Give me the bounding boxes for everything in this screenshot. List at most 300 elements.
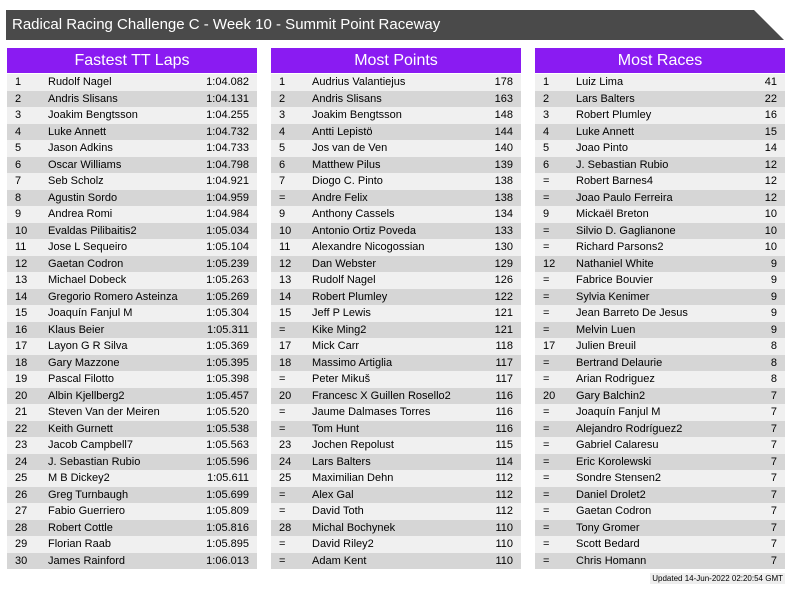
driver-name-cell: Sylvia Kenimer bbox=[576, 290, 650, 303]
driver-name-cell: Scott Bedard bbox=[576, 538, 640, 550]
rank-cell: 9 bbox=[15, 208, 22, 220]
rank-cell: 12 bbox=[279, 257, 292, 270]
table-row bbox=[535, 74, 785, 91]
rank-cell: 15 bbox=[15, 307, 28, 319]
table-row bbox=[7, 190, 257, 207]
panel-title: Most Points bbox=[271, 48, 521, 73]
driver-name-cell: Seb Scholz bbox=[48, 175, 104, 187]
value-cell: 8 bbox=[770, 356, 777, 369]
table-row bbox=[271, 322, 521, 339]
value-cell: 9 bbox=[770, 290, 777, 303]
value-cell: 129 bbox=[494, 257, 513, 270]
rank-cell: = bbox=[279, 406, 286, 418]
table-row bbox=[7, 124, 257, 141]
value-cell: 22 bbox=[764, 92, 777, 105]
driver-name-cell: Oscar Williams bbox=[48, 158, 122, 171]
table-row bbox=[271, 173, 521, 190]
table-row bbox=[535, 157, 785, 174]
driver-name-cell: Joaquín Fanjul M bbox=[48, 307, 133, 319]
table-row bbox=[7, 355, 257, 372]
driver-name-cell: Jose L Sequeiro bbox=[48, 241, 128, 253]
value-cell: 14 bbox=[764, 142, 777, 154]
table-row bbox=[535, 256, 785, 273]
rank-cell: 6 bbox=[279, 158, 286, 171]
driver-name-cell: Pascal Filotto bbox=[48, 373, 115, 385]
value-cell: 1:05.395 bbox=[206, 356, 249, 369]
value-cell: 115 bbox=[495, 439, 513, 451]
value-cell: 139 bbox=[494, 158, 513, 171]
driver-name-cell: Arian Rodriguez bbox=[576, 373, 655, 385]
table-row bbox=[271, 553, 521, 570]
driver-name-cell: M B Dickey2 bbox=[48, 472, 110, 484]
driver-name-cell: Adam Kent bbox=[312, 554, 367, 567]
driver-name-cell: Eric Korolewski bbox=[576, 455, 652, 468]
table-row bbox=[271, 157, 521, 174]
driver-name-cell: Robert Barnes4 bbox=[576, 175, 654, 187]
driver-name-cell: Klaus Beier bbox=[48, 323, 105, 336]
table-row bbox=[7, 223, 257, 240]
table-row bbox=[271, 503, 521, 520]
table-row bbox=[7, 206, 257, 223]
driver-name-cell: Alex Gal bbox=[312, 488, 354, 501]
value-cell: 7 bbox=[770, 538, 777, 550]
value-cell: 1:05.563 bbox=[206, 439, 249, 451]
driver-name-cell: Andrea Romi bbox=[48, 208, 113, 220]
table-row bbox=[7, 470, 257, 487]
value-cell: 138 bbox=[494, 175, 513, 187]
rank-cell: = bbox=[543, 373, 550, 385]
rank-cell: = bbox=[543, 356, 550, 369]
value-cell: 10 bbox=[764, 208, 777, 220]
rank-cell: 2 bbox=[279, 92, 286, 105]
table-row bbox=[271, 74, 521, 91]
table-row bbox=[7, 421, 257, 438]
value-cell: 1:05.304 bbox=[206, 307, 249, 319]
table-row bbox=[535, 140, 785, 157]
driver-name-cell: Joakim Bengtsson bbox=[48, 109, 138, 121]
value-cell: 12 bbox=[764, 191, 777, 204]
table-row bbox=[535, 239, 785, 256]
value-cell: 1:05.457 bbox=[206, 389, 249, 402]
updated-timestamp: Updated 14-Jun-2022 02:20:54 GMT bbox=[652, 574, 783, 583]
table-row bbox=[535, 190, 785, 207]
table-row bbox=[7, 239, 257, 256]
table-row bbox=[535, 355, 785, 372]
rank-cell: = bbox=[543, 505, 550, 517]
value-cell: 8 bbox=[770, 373, 777, 385]
table-row bbox=[535, 520, 785, 537]
rank-cell: = bbox=[279, 373, 286, 385]
leaderboard-rows bbox=[535, 74, 785, 569]
driver-name-cell: Jochen Repolust bbox=[312, 439, 394, 451]
driver-name-cell: Tony Gromer bbox=[576, 521, 640, 534]
driver-name-cell: Jaume Dalmases Torres bbox=[312, 406, 431, 418]
value-cell: 1:05.809 bbox=[206, 505, 249, 517]
value-cell: 138 bbox=[494, 191, 513, 204]
value-cell: 1:04.798 bbox=[206, 158, 249, 171]
table-row bbox=[535, 454, 785, 471]
driver-name-cell: Gary Balchin2 bbox=[576, 389, 646, 402]
driver-name-cell: Robert Plumley bbox=[576, 109, 652, 121]
rank-cell: 5 bbox=[543, 142, 550, 154]
table-row bbox=[7, 553, 257, 570]
driver-name-cell: David Toth bbox=[312, 505, 364, 517]
driver-name-cell: Francesc X Guillen Rosello2 bbox=[312, 389, 451, 402]
table-row bbox=[535, 470, 785, 487]
value-cell: 1:05.611 bbox=[206, 472, 249, 484]
value-cell: 7 bbox=[770, 554, 777, 567]
driver-name-cell: Luke Annett bbox=[576, 125, 635, 138]
value-cell: 148 bbox=[494, 109, 513, 121]
driver-name-cell: J. Sebastian Rubio bbox=[48, 455, 141, 468]
table-row bbox=[7, 338, 257, 355]
value-cell: 7 bbox=[770, 521, 777, 534]
value-cell: 1:05.269 bbox=[206, 290, 249, 303]
table-row bbox=[535, 338, 785, 355]
value-cell: 112 bbox=[495, 505, 513, 517]
table-row bbox=[7, 289, 257, 306]
rank-cell: 26 bbox=[15, 488, 28, 501]
rank-cell: 30 bbox=[15, 554, 28, 567]
value-cell: 1:05.369 bbox=[206, 340, 249, 352]
rank-cell: 5 bbox=[279, 142, 286, 154]
rank-cell: = bbox=[543, 422, 550, 435]
driver-name-cell: Rudolf Nagel bbox=[48, 76, 112, 88]
table-row bbox=[7, 305, 257, 322]
driver-name-cell: Diogo C. Pinto bbox=[312, 175, 383, 187]
driver-name-cell: Jean Barreto De Jesus bbox=[576, 307, 688, 319]
rank-cell: 24 bbox=[279, 455, 292, 468]
table-row bbox=[271, 223, 521, 240]
rank-cell: = bbox=[543, 521, 550, 534]
rank-cell: = bbox=[543, 439, 550, 451]
driver-name-cell: Richard Parsons2 bbox=[576, 241, 664, 253]
table-row bbox=[535, 536, 785, 553]
value-cell: 178 bbox=[494, 76, 513, 88]
driver-name-cell: Luke Annett bbox=[48, 125, 107, 138]
table-row bbox=[7, 272, 257, 289]
table-row bbox=[271, 371, 521, 388]
driver-name-cell: Julien Breuil bbox=[576, 340, 636, 352]
driver-name-cell: Melvin Luen bbox=[576, 323, 636, 336]
rank-cell: 1 bbox=[543, 76, 550, 88]
rank-cell: 17 bbox=[15, 340, 28, 352]
value-cell: 1:05.311 bbox=[206, 323, 249, 336]
table-row bbox=[271, 256, 521, 273]
driver-name-cell: Antonio Ortiz Poveda bbox=[312, 224, 416, 237]
table-row bbox=[7, 503, 257, 520]
value-cell: 1:04.921 bbox=[206, 175, 249, 187]
driver-name-cell: Mickaël Breton bbox=[576, 208, 649, 220]
rank-cell: = bbox=[543, 274, 550, 286]
value-cell: 112 bbox=[495, 488, 513, 501]
rank-cell: = bbox=[543, 224, 550, 237]
table-row bbox=[271, 124, 521, 141]
value-cell: 7 bbox=[770, 389, 777, 402]
rank-cell: 2 bbox=[543, 92, 550, 105]
driver-name-cell: Michal Bochynek bbox=[312, 521, 396, 534]
leaderboard-most-races bbox=[535, 48, 785, 569]
rank-cell: 5 bbox=[15, 142, 22, 154]
driver-name-cell: Alexandre Nicogossian bbox=[312, 241, 425, 253]
value-cell: 1:05.816 bbox=[206, 521, 249, 534]
table-row bbox=[535, 322, 785, 339]
value-cell: 114 bbox=[495, 455, 513, 468]
driver-name-cell: David Riley2 bbox=[312, 538, 374, 550]
driver-name-cell: Rudolf Nagel bbox=[312, 274, 376, 286]
value-cell: 10 bbox=[764, 241, 777, 253]
driver-name-cell: Daniel Drolet2 bbox=[576, 488, 646, 501]
table-row bbox=[271, 305, 521, 322]
rank-cell: 7 bbox=[279, 175, 286, 187]
value-cell: 1:05.699 bbox=[206, 488, 249, 501]
value-cell: 122 bbox=[494, 290, 513, 303]
value-cell: 163 bbox=[494, 92, 513, 105]
rank-cell: 8 bbox=[15, 191, 22, 204]
rank-cell: 24 bbox=[15, 455, 28, 468]
rank-cell: = bbox=[543, 175, 550, 187]
driver-name-cell: Jason Adkins bbox=[48, 142, 113, 154]
rank-cell: = bbox=[279, 488, 286, 501]
value-cell: 1:04.959 bbox=[206, 191, 249, 204]
driver-name-cell: Kike Ming2 bbox=[312, 323, 367, 336]
table-row bbox=[271, 107, 521, 124]
table-row bbox=[7, 487, 257, 504]
value-cell: 1:06.013 bbox=[206, 554, 249, 567]
driver-name-cell: Andris Slisans bbox=[312, 92, 382, 105]
driver-name-cell: Silvio D. Gaglianone bbox=[576, 224, 676, 237]
driver-name-cell: Peter Mikuš bbox=[312, 373, 371, 385]
driver-name-cell: Matthew Pilus bbox=[312, 158, 381, 171]
value-cell: 16 bbox=[764, 109, 777, 121]
rank-cell: 4 bbox=[543, 125, 550, 138]
table-row bbox=[271, 520, 521, 537]
value-cell: 117 bbox=[495, 373, 513, 385]
value-cell: 9 bbox=[770, 257, 777, 270]
table-row bbox=[7, 520, 257, 537]
rank-cell: = bbox=[543, 191, 550, 204]
rank-cell: = bbox=[279, 191, 286, 204]
table-row bbox=[271, 536, 521, 553]
rank-cell: 13 bbox=[279, 274, 292, 286]
value-cell: 118 bbox=[495, 340, 513, 352]
driver-name-cell: Joaquín Fanjul M bbox=[576, 406, 661, 418]
table-row bbox=[7, 91, 257, 108]
table-row bbox=[7, 256, 257, 273]
table-row bbox=[271, 388, 521, 405]
driver-name-cell: Steven Van der Meiren bbox=[48, 406, 160, 418]
table-row bbox=[535, 173, 785, 190]
table-row bbox=[271, 190, 521, 207]
driver-name-cell: Greg Turnbaugh bbox=[48, 488, 129, 501]
page-title: Radical Racing Challenge C - Week 10 - Summit Point Raceway bbox=[12, 16, 441, 33]
value-cell: 133 bbox=[494, 224, 513, 237]
panel-title: Fastest TT Laps bbox=[7, 48, 257, 73]
table-row bbox=[7, 157, 257, 174]
rank-cell: 28 bbox=[279, 521, 292, 534]
value-cell: 110 bbox=[495, 554, 513, 567]
rank-cell: 20 bbox=[15, 389, 28, 402]
value-cell: 112 bbox=[495, 472, 513, 484]
rank-cell: 10 bbox=[15, 224, 28, 237]
driver-name-cell: Layon G R Silva bbox=[48, 340, 128, 352]
rank-cell: = bbox=[543, 554, 550, 567]
rank-cell: 9 bbox=[543, 208, 550, 220]
rank-cell: = bbox=[543, 307, 550, 319]
rank-cell: 25 bbox=[279, 472, 292, 484]
rank-cell: 16 bbox=[15, 323, 28, 336]
table-row bbox=[7, 107, 257, 124]
driver-name-cell: Andre Felix bbox=[312, 191, 368, 204]
value-cell: 7 bbox=[770, 406, 777, 418]
driver-name-cell: Fabio Guerriero bbox=[48, 505, 126, 517]
rank-cell: 3 bbox=[15, 109, 22, 121]
value-cell: 140 bbox=[494, 142, 513, 154]
value-cell: 7 bbox=[770, 472, 777, 484]
driver-name-cell: Gregorio Romero Asteinza bbox=[48, 290, 178, 303]
value-cell: 8 bbox=[770, 340, 777, 352]
table-row bbox=[271, 421, 521, 438]
rank-cell: 18 bbox=[279, 356, 292, 369]
table-row bbox=[271, 289, 521, 306]
table-row bbox=[271, 272, 521, 289]
table-row bbox=[7, 536, 257, 553]
rank-cell: 1 bbox=[279, 76, 286, 88]
driver-name-cell: Maximilian Dehn bbox=[312, 472, 394, 484]
rank-cell: = bbox=[543, 538, 550, 550]
value-cell: 7 bbox=[770, 422, 777, 435]
value-cell: 15 bbox=[764, 125, 777, 138]
rank-cell: 1 bbox=[15, 76, 22, 88]
value-cell: 7 bbox=[770, 439, 777, 451]
table-row bbox=[271, 140, 521, 157]
rank-cell: 23 bbox=[279, 439, 292, 451]
value-cell: 130 bbox=[494, 241, 513, 253]
table-row bbox=[535, 553, 785, 570]
table-row bbox=[535, 305, 785, 322]
driver-name-cell: Bertrand Delaurie bbox=[576, 356, 663, 369]
value-cell: 110 bbox=[495, 521, 513, 534]
table-row bbox=[271, 338, 521, 355]
table-row bbox=[7, 371, 257, 388]
table-row bbox=[535, 289, 785, 306]
rank-cell: 18 bbox=[15, 356, 28, 369]
table-row bbox=[535, 437, 785, 454]
table-row bbox=[535, 421, 785, 438]
value-cell: 1:04.082 bbox=[206, 76, 249, 88]
table-row bbox=[7, 437, 257, 454]
rank-cell: = bbox=[543, 406, 550, 418]
value-cell: 1:04.733 bbox=[206, 142, 249, 154]
value-cell: 9 bbox=[770, 323, 777, 336]
leaderboard-rows bbox=[7, 74, 257, 569]
table-row bbox=[535, 388, 785, 405]
table-row bbox=[271, 239, 521, 256]
driver-name-cell: Anthony Cassels bbox=[312, 208, 395, 220]
rank-cell: = bbox=[279, 422, 286, 435]
value-cell: 1:04.255 bbox=[206, 109, 249, 121]
rank-cell: = bbox=[543, 455, 550, 468]
rank-cell: 20 bbox=[543, 389, 556, 402]
rank-cell: 2 bbox=[15, 92, 22, 105]
rank-cell: = bbox=[543, 323, 550, 336]
rank-cell: 14 bbox=[279, 290, 292, 303]
table-row bbox=[7, 404, 257, 421]
rank-cell: 11 bbox=[15, 241, 27, 253]
driver-name-cell: Alejandro Rodríguez2 bbox=[576, 422, 683, 435]
value-cell: 144 bbox=[494, 125, 513, 138]
driver-name-cell: Evaldas Pilibaitis2 bbox=[48, 224, 137, 237]
driver-name-cell: Robert Cottle bbox=[48, 521, 113, 534]
value-cell: 1:05.895 bbox=[206, 538, 249, 550]
value-cell: 134 bbox=[494, 208, 513, 220]
driver-name-cell: Sondre Stensen2 bbox=[576, 472, 662, 484]
value-cell: 110 bbox=[495, 538, 513, 550]
value-cell: 12 bbox=[764, 175, 777, 187]
driver-name-cell: James Rainford bbox=[48, 554, 126, 567]
rank-cell: 4 bbox=[15, 125, 22, 138]
rank-cell: = bbox=[279, 538, 286, 550]
table-row bbox=[7, 454, 257, 471]
driver-name-cell: Luiz Lima bbox=[576, 76, 624, 88]
rank-cell: 12 bbox=[15, 257, 28, 270]
driver-name-cell: J. Sebastian Rubio bbox=[576, 158, 669, 171]
value-cell: 1:05.398 bbox=[206, 373, 249, 385]
table-row bbox=[271, 206, 521, 223]
driver-name-cell: Gary Mazzone bbox=[48, 356, 120, 369]
rank-cell: = bbox=[543, 472, 550, 484]
value-cell: 1:04.984 bbox=[206, 208, 249, 220]
value-cell: 116 bbox=[495, 406, 513, 418]
rank-cell: 11 bbox=[279, 241, 291, 253]
rank-cell: 23 bbox=[15, 439, 28, 451]
driver-name-cell: Lars Balters bbox=[312, 455, 371, 468]
driver-name-cell: Joakim Bengtsson bbox=[312, 109, 402, 121]
driver-name-cell: Lars Balters bbox=[576, 92, 635, 105]
rank-cell: 22 bbox=[15, 422, 28, 435]
value-cell: 1:05.239 bbox=[206, 257, 249, 270]
table-row bbox=[271, 470, 521, 487]
table-row bbox=[535, 91, 785, 108]
value-cell: 1:04.732 bbox=[206, 125, 249, 138]
driver-name-cell: Jacob Campbell7 bbox=[48, 439, 133, 451]
rank-cell: 3 bbox=[543, 109, 550, 121]
rank-cell: = bbox=[543, 290, 550, 303]
rank-cell: 3 bbox=[279, 109, 286, 121]
table-row bbox=[535, 487, 785, 504]
table-row bbox=[7, 74, 257, 91]
value-cell: 9 bbox=[770, 307, 777, 319]
value-cell: 7 bbox=[770, 455, 777, 468]
value-cell: 9 bbox=[770, 274, 777, 286]
rank-cell: 17 bbox=[279, 340, 292, 352]
rank-cell: 27 bbox=[15, 505, 28, 517]
driver-name-cell: Jos van de Ven bbox=[312, 142, 388, 154]
panel-title: Most Races bbox=[535, 48, 785, 73]
value-cell: 121 bbox=[494, 323, 513, 336]
driver-name-cell: Jeff P Lewis bbox=[312, 307, 371, 319]
driver-name-cell: Albin Kjellberg2 bbox=[48, 389, 125, 402]
value-cell: 117 bbox=[495, 356, 513, 369]
driver-name-cell: Mick Carr bbox=[312, 340, 360, 352]
driver-name-cell: Robert Plumley bbox=[312, 290, 388, 303]
rank-cell: 28 bbox=[15, 521, 28, 534]
value-cell: 12 bbox=[764, 158, 777, 171]
value-cell: 116 bbox=[495, 389, 513, 402]
table-row bbox=[535, 223, 785, 240]
rank-cell: 12 bbox=[543, 257, 556, 270]
rank-cell: = bbox=[543, 241, 550, 253]
